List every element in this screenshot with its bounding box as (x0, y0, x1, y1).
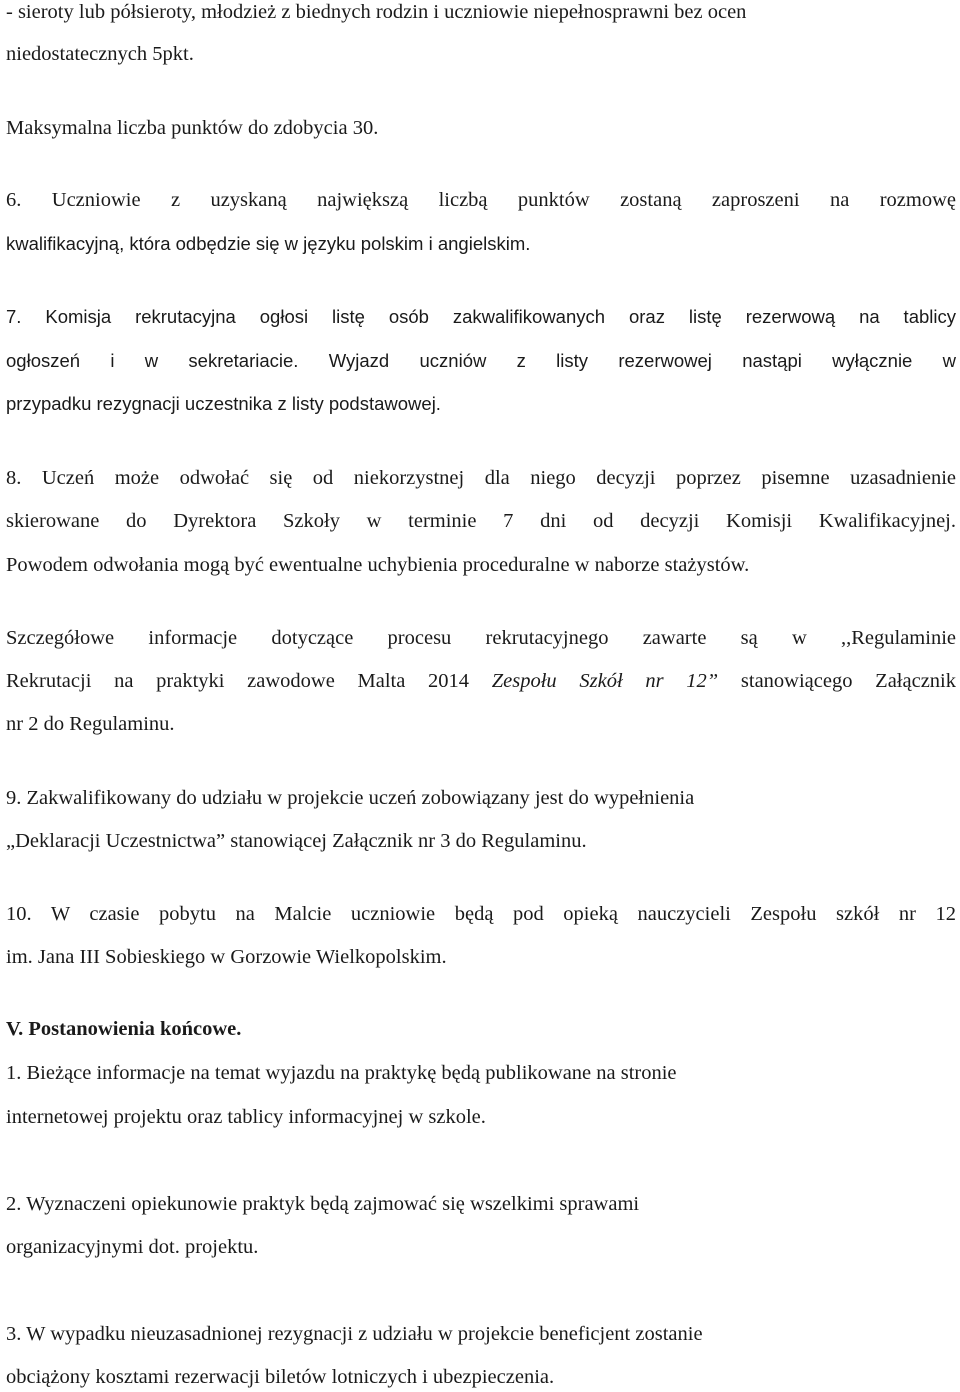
item-8-line-3: Powodem odwołania mogą być ewentualne uchybienia proceduralne w naborze stażystów. (6, 554, 750, 576)
section-heading: V. Postanowienia końcowe. (6, 1018, 242, 1040)
criteria-points: niedostatecznych 5pkt. (6, 43, 194, 65)
school-name-italic: Zespołu Szkół nr 12” (491, 670, 719, 692)
criteria-line: - sieroty lub półsieroty, młodzież z biednych rodzin i uczniowie niepełnosprawni bez ocen (6, 1, 747, 23)
item-8-line-1: 8. Uczeń może odwołać się od niekorzystnej dla niego decyzji poprzez pisemne uzasadnienie (6, 467, 956, 489)
final-1-line-1: 1. Bieżące informacje na temat wyjazdu na praktykę będą publikowane na stronie (6, 1062, 677, 1084)
details-text-a: Rekrutacji na praktyki zawodowe Malta 2014 (6, 670, 492, 692)
details-line-2 (6, 669, 956, 693)
max-points: Maksymalna liczba punktów do zdobycia 30. (6, 117, 379, 139)
item-6-line-2: kwalifikacyjną, która odbędzie się w języku polskim i angielskim. (6, 233, 531, 254)
item-6-line-1: 6. Uczniowie z uzyskaną największą liczbą punktów zostaną zaproszeni na rozmowę (6, 189, 956, 211)
item-8-line-2: skierowane do Dyrektora Szkoły w terminie 7 dni od decyzji Komisji Kwalifikacyjnej. (6, 510, 956, 532)
item-7-line-1: 7. Komisja rekrutacyjna ogłosi listę osób zakwalifikowanych oraz listę rezerwową na tablicy (6, 306, 956, 327)
final-2-line-1: 2. Wyznaczeni opiekunowie praktyk będą zajmować się wszelkimi sprawami (6, 1193, 640, 1215)
final-3-line-1: 3. W wypadku nieuzasadnionej rezygnacji z udziału w projekcie beneficjent zostanie (6, 1323, 703, 1345)
details-line-3: nr 2 do Regulaminu. (6, 713, 175, 735)
details-text-b: stanowiącego Załącznik (718, 670, 956, 692)
item-7-line-3: przypadku rezygnacji uczestnika z listy podstawowej. (6, 393, 441, 414)
final-1-line-2: internetowej projektu oraz tablicy informacyjnej w szkole. (6, 1106, 486, 1128)
details-line-1: Szczegółowe informacje dotyczące procesu rekrutacyjnego zawarte są w ,,Regulaminie (6, 627, 956, 649)
item-9-line-1: 9. Zakwalifikowany do udziału w projekcie uczeń zobowiązany jest do wypełnienia (6, 787, 695, 809)
item-7-line-2: ogłoszeń i w sekretariacie. Wyjazd uczniów z listy rezerwowej nastąpi wyłącznie w (6, 350, 956, 371)
item-10-line-1: 10. W czasie pobytu na Malcie uczniowie będą pod opieką nauczycieli Zespołu szkół nr 12 (6, 903, 956, 925)
item-10-line-2: im. Jana III Sobieskiego w Gorzowie Wielkopolskim. (6, 946, 447, 968)
item-9-line-2: „Deklaracji Uczestnictwa” stanowiącej Załącznik nr 3 do Regulaminu. (6, 830, 587, 852)
final-3-line-2: obciążony kosztami rezerwacji biletów lotniczych i ubezpieczenia. (6, 1366, 555, 1388)
final-2-line-2: organizacyjnymi dot. projektu. (6, 1236, 259, 1258)
